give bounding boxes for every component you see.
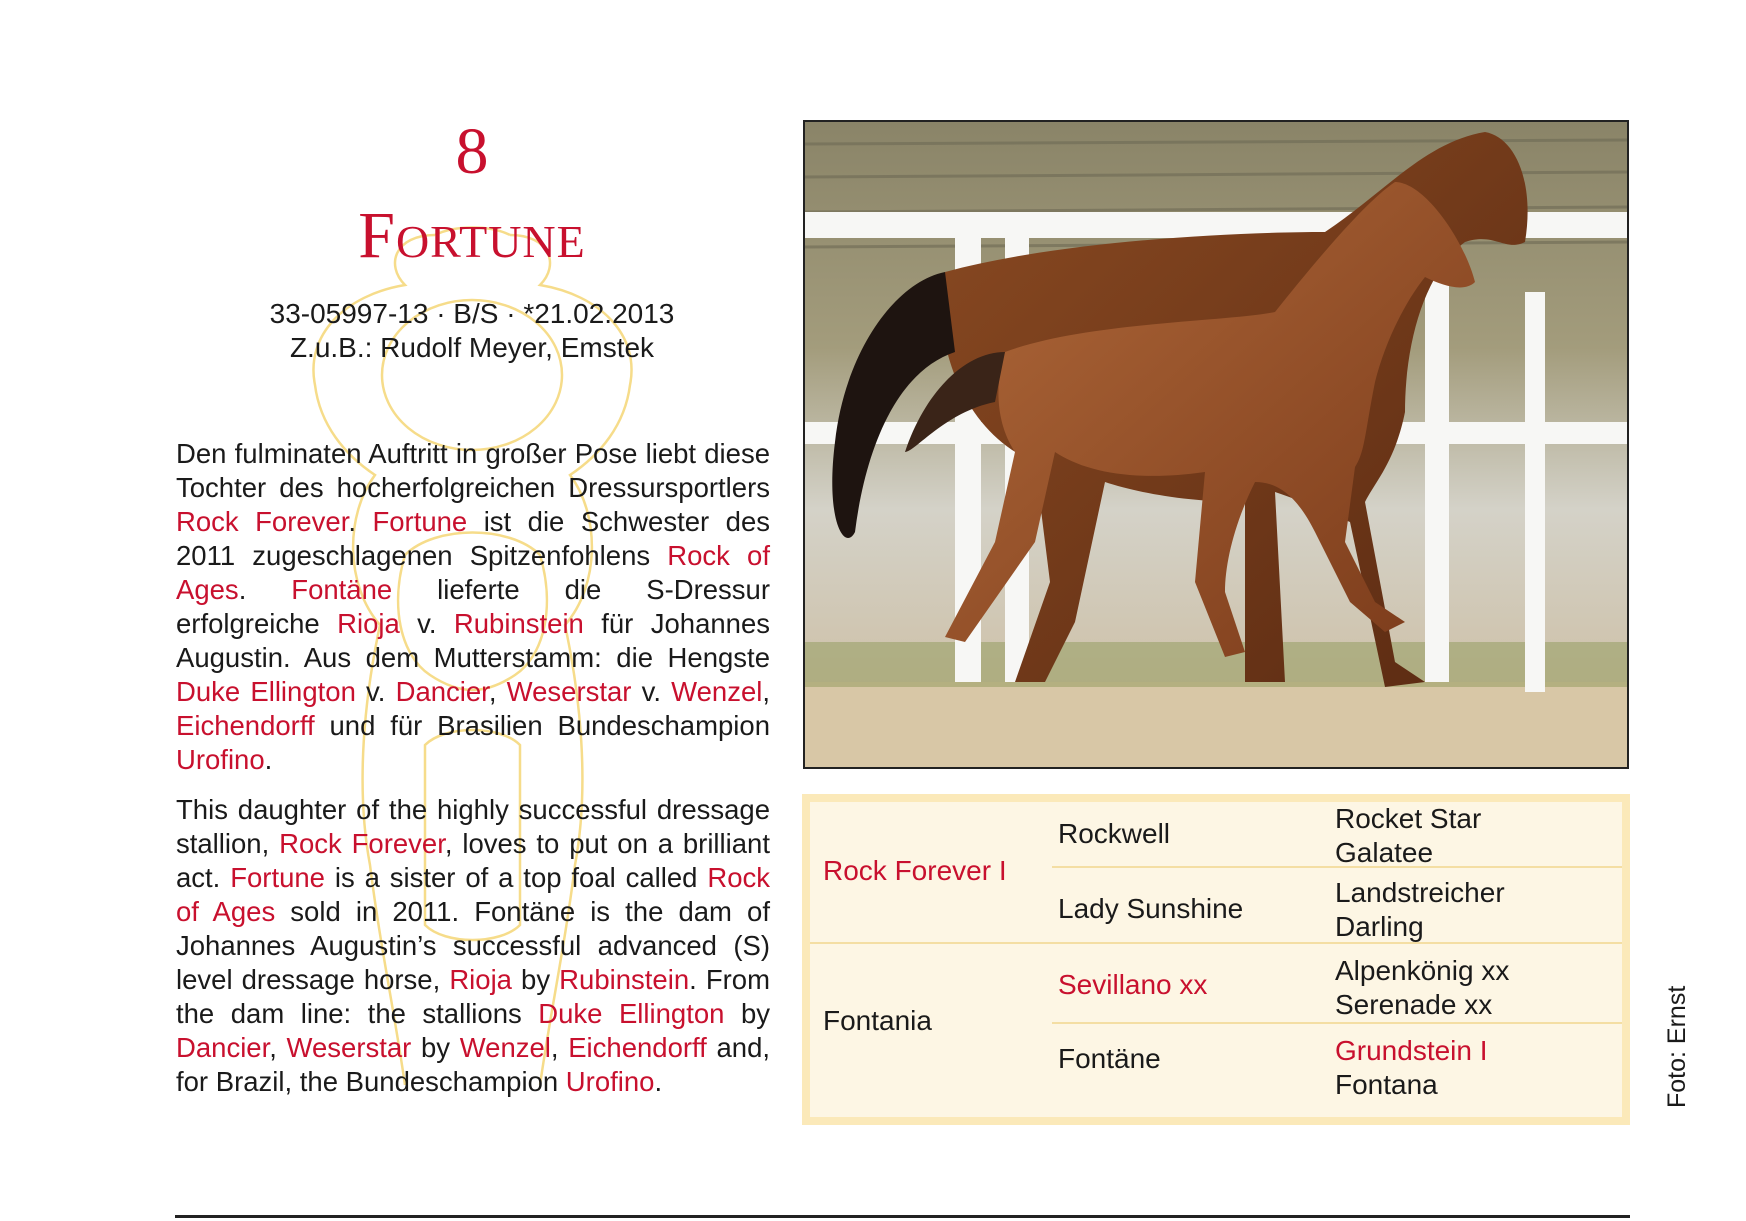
dam-dam: Fontäne — [1058, 1043, 1161, 1074]
breeder-line: Z.u.B.: Rudolf Meyer, Emstek — [289, 332, 655, 363]
name-ref: Fontäne — [291, 574, 393, 605]
name-ref: Wenzel — [459, 1032, 551, 1063]
great-grandparent: Alpenkönig xx — [1335, 955, 1510, 986]
sire: Rock Forever I — [823, 855, 1007, 886]
great-grandparent: Galatee — [1335, 837, 1434, 868]
description-english: This daughter of the highly successful dressage stallion, Rock Forever, loves to put on a brilliant act. Fortune is a sister of a top foal called Rock of Ages sold in 2011. Fontäne is the dam of Johannes Augustin’s successful advanced (S) level dressage horse, Rioja by Rubinstein. From the dam line: the stallions Duke Ellington by Dancier, Weserstar by Wenzel, Eichendorff and, for Brazil, the Bundeschampion Urofino. — [176, 794, 771, 1097]
sire-dam: Lady Sunshine — [1058, 893, 1244, 924]
bottom-rule — [175, 1215, 1630, 1218]
name-ref: Dancier — [176, 1032, 270, 1063]
great-grandparent: Serenade xx — [1335, 989, 1493, 1020]
horse-name: Fortune — [358, 199, 586, 272]
name-ref: Rock Forever — [176, 506, 349, 537]
sire-sire: Rockwell — [1058, 818, 1171, 849]
name-ref: Weserstar — [506, 676, 632, 707]
name-ref: Rubinstein — [453, 608, 584, 639]
photo-credit: Foto: Ernst — [1663, 985, 1691, 1108]
name-ref: Rock Forever — [279, 828, 445, 859]
name-ref: Duke Ellington — [538, 998, 725, 1029]
registration-line: 33-05997-13 · B/S · *21.02.2013 — [269, 298, 675, 329]
dam: Fontania — [823, 1005, 932, 1036]
name-ref: Eichendorff — [176, 710, 315, 741]
name-ref: Rubinstein — [559, 964, 690, 995]
description-german: Den fulminaten Auftritt in großer Pose liebt diese Tochter des hocherfolgreichen Dressursportlers Rock Forever. Fortune ist die Schwester des 2011 zugeschlagenen Spitzenfohlens Rock of Ages. Fontäne lieferte die S-Dressur erfolgreiche Rioja v. Rubinstein für Johannes Augustin. Aus dem Mutterstamm: die Hengste Duke Ellington v. Dancier, Weserstar v. Wenzel, Eichendorff und für Brasilien Bundeschampion Urofino. — [176, 438, 771, 775]
pedigree-table — [802, 794, 1630, 1125]
name-ref: Rioja — [449, 964, 512, 995]
lot-number: 8 — [455, 115, 489, 188]
dam-sire: Sevillano xx — [1058, 969, 1208, 1000]
great-grandparent: Fontana — [1335, 1069, 1438, 1100]
great-grandparent: Grundstein I — [1335, 1035, 1488, 1066]
name-ref: Wenzel — [671, 676, 763, 707]
name-ref: Urofino — [176, 744, 265, 775]
great-grandparent: Rocket Star — [1335, 803, 1482, 834]
great-grandparent: Darling — [1335, 911, 1424, 942]
name-ref: Fortune — [372, 506, 468, 537]
name-ref: Rock of Ages — [176, 540, 770, 605]
name-ref: Rioja — [337, 608, 400, 639]
name-ref: Eichendorff — [568, 1032, 707, 1063]
name-ref: Urofino — [565, 1066, 655, 1097]
horse-photo — [803, 120, 1629, 769]
name-ref: Rock of Ages — [176, 862, 770, 927]
name-ref: Weserstar — [286, 1032, 412, 1063]
name-ref: Dancier — [395, 676, 489, 707]
name-ref: Duke Ellington — [176, 676, 356, 707]
great-grandparent: Landstreicher — [1335, 877, 1505, 908]
name-ref: Fortune — [230, 862, 325, 893]
